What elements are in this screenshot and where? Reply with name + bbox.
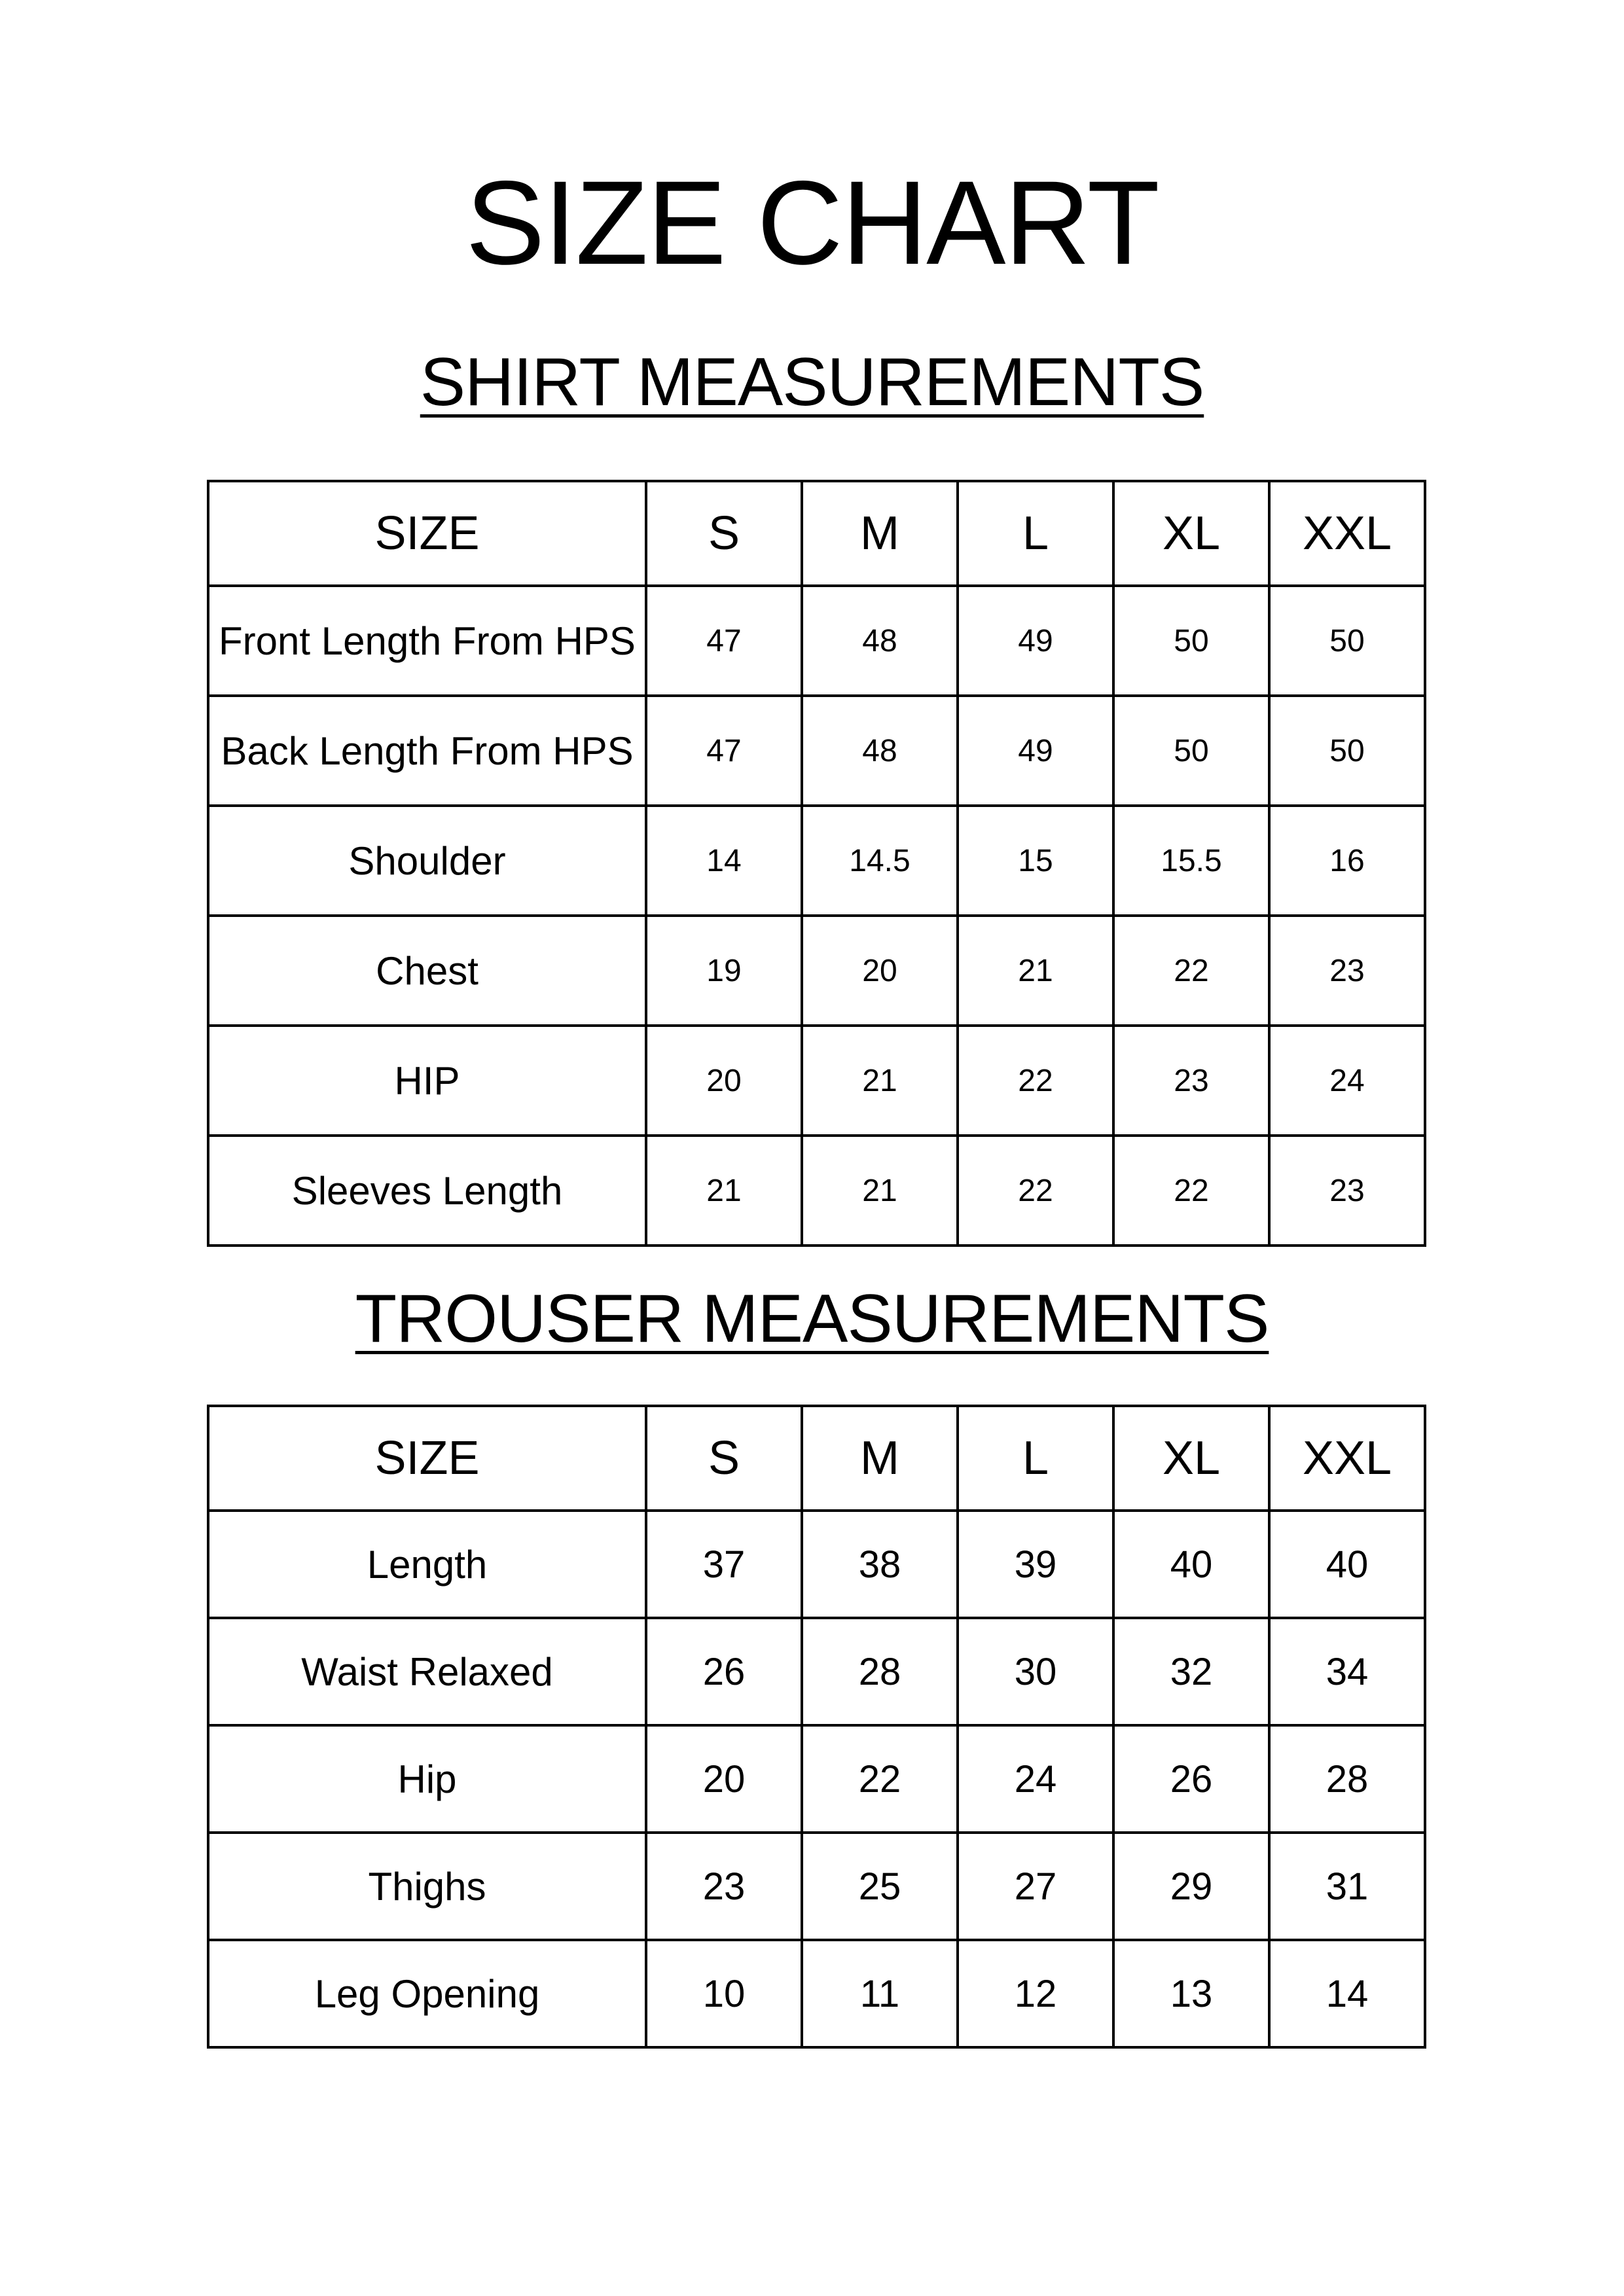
table-row xyxy=(208,806,1425,916)
table-header-row xyxy=(208,1406,1425,1511)
trouser-heading-text: TROUSER MEASUREMENTS xyxy=(355,1281,1269,1357)
row-label: Thighs xyxy=(208,1833,646,1940)
table-cell: 20 xyxy=(802,916,958,1026)
page-title: SIZE CHART xyxy=(465,156,1159,289)
size-header-xl: XL xyxy=(1113,481,1269,586)
table-cell: 47 xyxy=(646,696,802,806)
table-cell: 32 xyxy=(1113,1618,1269,1725)
table-cell: 23 xyxy=(1269,916,1425,1026)
trouser-section-heading xyxy=(0,1280,1624,1358)
table-row xyxy=(208,1833,1425,1940)
table-row xyxy=(208,1511,1425,1618)
table-cell: 25 xyxy=(802,1833,958,1940)
table-header-row xyxy=(208,481,1425,586)
size-column-header: SIZE xyxy=(208,481,646,586)
table-cell: 34 xyxy=(1269,1618,1425,1725)
size-header-s: S xyxy=(646,1406,802,1511)
row-label: Back Length From HPS xyxy=(208,696,646,806)
table-cell: 48 xyxy=(802,696,958,806)
table-cell: 11 xyxy=(802,1940,958,2047)
table-cell: 21 xyxy=(802,1026,958,1136)
table-cell: 14.5 xyxy=(802,806,958,916)
table-cell: 19 xyxy=(646,916,802,1026)
table-cell: 12 xyxy=(958,1940,1113,2047)
table-row xyxy=(208,1725,1425,1833)
table-cell: 22 xyxy=(958,1026,1113,1136)
table-cell: 47 xyxy=(646,586,802,696)
row-label: Length xyxy=(208,1511,646,1618)
table-row xyxy=(208,1618,1425,1725)
table-cell: 49 xyxy=(958,586,1113,696)
row-label: Sleeves Length xyxy=(208,1136,646,1246)
table-cell: 31 xyxy=(1269,1833,1425,1940)
shirt-heading-text: SHIRT MEASUREMENTS xyxy=(420,344,1204,420)
table-cell: 20 xyxy=(646,1026,802,1136)
size-header-xxl: XXL xyxy=(1269,481,1425,586)
row-label: Waist Relaxed xyxy=(208,1618,646,1725)
table-cell: 15.5 xyxy=(1113,806,1269,916)
table-cell: 21 xyxy=(958,916,1113,1026)
row-label: Chest xyxy=(208,916,646,1026)
table-cell: 10 xyxy=(646,1940,802,2047)
trouser-size-table xyxy=(207,1405,1426,2049)
row-label: Front Length From HPS xyxy=(208,586,646,696)
table-cell: 13 xyxy=(1113,1940,1269,2047)
size-header-s: S xyxy=(646,481,802,586)
table-cell: 23 xyxy=(1113,1026,1269,1136)
table-cell: 30 xyxy=(958,1618,1113,1725)
table-cell: 22 xyxy=(958,1136,1113,1246)
table-cell: 23 xyxy=(1269,1136,1425,1246)
table-cell: 50 xyxy=(1113,696,1269,806)
table-cell: 14 xyxy=(646,806,802,916)
size-header-xl: XL xyxy=(1113,1406,1269,1511)
table-cell: 50 xyxy=(1269,696,1425,806)
table-row xyxy=(208,1026,1425,1136)
size-header-m: M xyxy=(802,481,958,586)
table-cell: 26 xyxy=(1113,1725,1269,1833)
table-cell: 26 xyxy=(646,1618,802,1725)
size-column-header: SIZE xyxy=(208,1406,646,1511)
table-cell: 50 xyxy=(1269,586,1425,696)
row-label: HIP xyxy=(208,1026,646,1136)
table-cell: 28 xyxy=(802,1618,958,1725)
table-cell: 40 xyxy=(1269,1511,1425,1618)
table-cell: 24 xyxy=(958,1725,1113,1833)
size-header-m: M xyxy=(802,1406,958,1511)
table-cell: 37 xyxy=(646,1511,802,1618)
size-header-xxl: XXL xyxy=(1269,1406,1425,1511)
table-cell: 28 xyxy=(1269,1725,1425,1833)
shirt-size-table xyxy=(207,480,1426,1247)
table-cell: 24 xyxy=(1269,1026,1425,1136)
table-cell: 50 xyxy=(1113,586,1269,696)
table-cell: 22 xyxy=(802,1725,958,1833)
table-cell: 22 xyxy=(1113,1136,1269,1246)
row-label: Shoulder xyxy=(208,806,646,916)
size-header-l: L xyxy=(958,481,1113,586)
table-cell: 48 xyxy=(802,586,958,696)
shirt-section-heading xyxy=(0,343,1624,422)
table-cell: 38 xyxy=(802,1511,958,1618)
table-cell: 21 xyxy=(802,1136,958,1246)
table-cell: 14 xyxy=(1269,1940,1425,2047)
table-row xyxy=(208,696,1425,806)
table-row xyxy=(208,586,1425,696)
table-cell: 49 xyxy=(958,696,1113,806)
row-label: Leg Opening xyxy=(208,1940,646,2047)
table-cell: 23 xyxy=(646,1833,802,1940)
table-row xyxy=(208,1136,1425,1246)
table-cell: 20 xyxy=(646,1725,802,1833)
table-cell: 22 xyxy=(1113,916,1269,1026)
table-row xyxy=(208,916,1425,1026)
table-cell: 27 xyxy=(958,1833,1113,1940)
table-cell: 16 xyxy=(1269,806,1425,916)
table-cell: 40 xyxy=(1113,1511,1269,1618)
table-cell: 21 xyxy=(646,1136,802,1246)
row-label: Hip xyxy=(208,1725,646,1833)
size-header-l: L xyxy=(958,1406,1113,1511)
table-row xyxy=(208,1940,1425,2047)
table-cell: 29 xyxy=(1113,1833,1269,1940)
table-cell: 15 xyxy=(958,806,1113,916)
table-cell: 39 xyxy=(958,1511,1113,1618)
